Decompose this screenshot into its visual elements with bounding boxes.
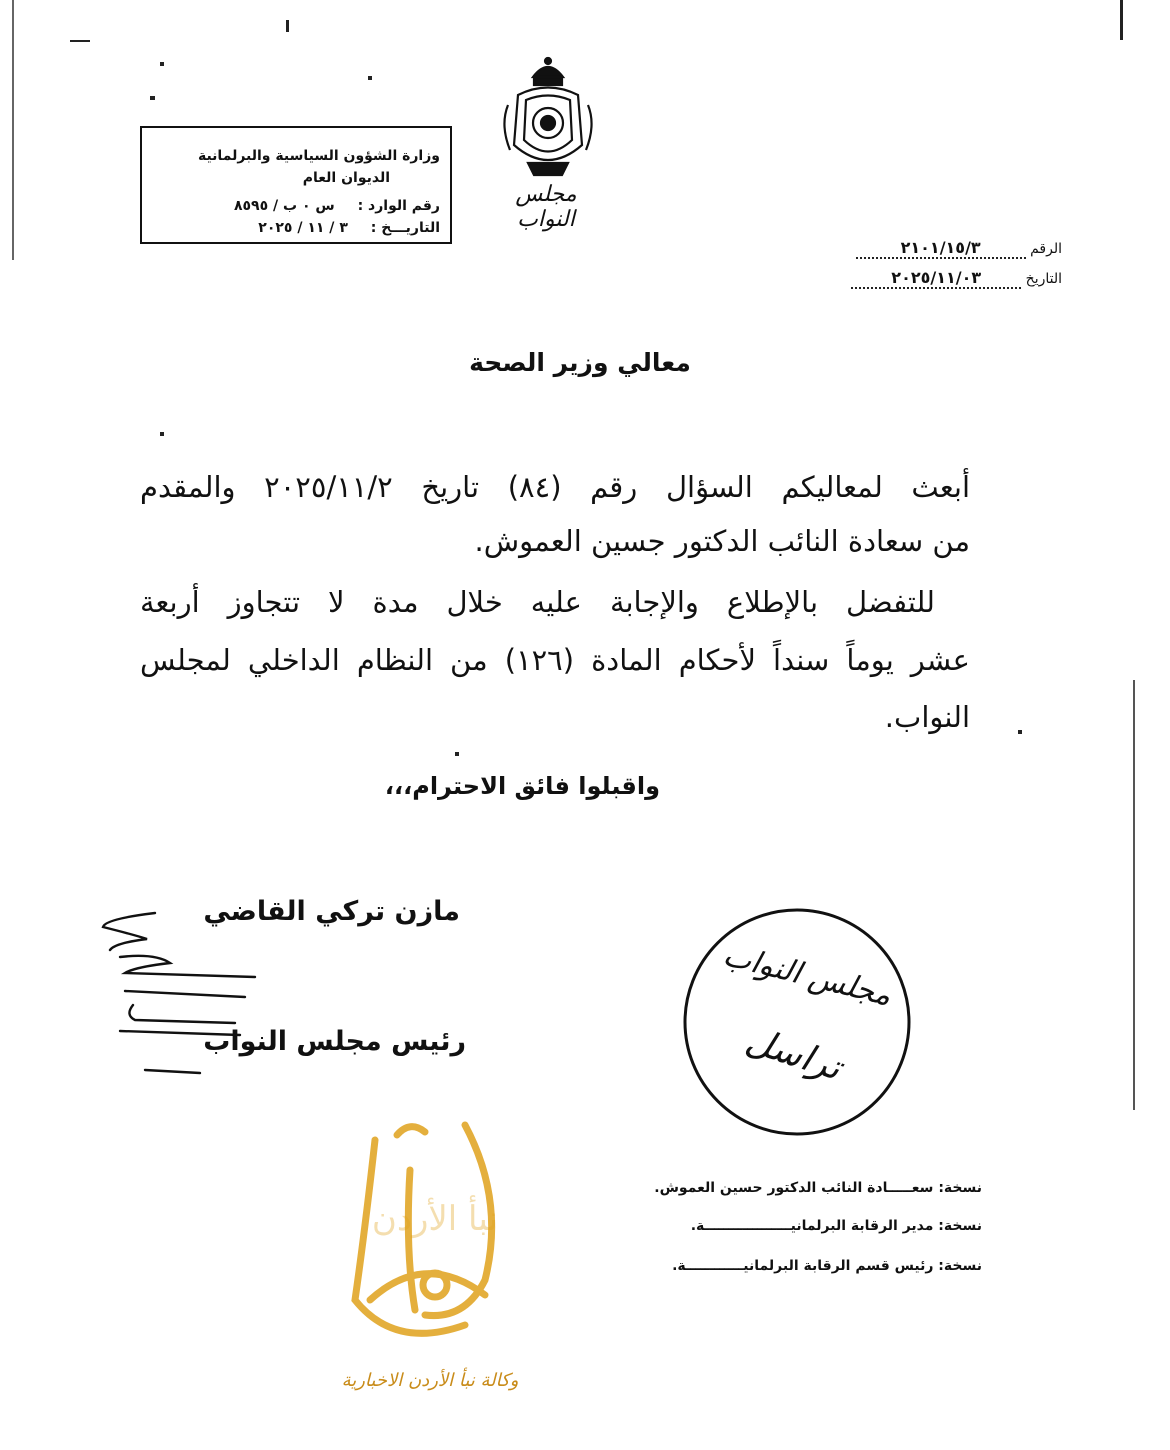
council-signature-logo: مجلس النواب [515, 182, 577, 232]
scan-speck [368, 76, 372, 80]
incoming-number-row [234, 198, 440, 214]
received-date-label: التاريـــخ : [370, 220, 440, 236]
scan-speck [1018, 730, 1022, 734]
incoming-number-label: رقم الوارد : [357, 198, 440, 214]
scan-speck [160, 432, 164, 436]
scan-speck [70, 40, 90, 42]
signer-title: رئيس مجلس النواب [203, 1026, 466, 1057]
watermark-monogram: نبأ الأردن [371, 1199, 499, 1239]
copy-line-1: نسخة: سعـــــادة النائب الدكتور حسين العموش. [654, 1180, 982, 1196]
addressee-heading: معالي وزير الصحة [469, 348, 691, 377]
body-line-5: النواب. [884, 700, 970, 734]
signer-name: مازن تركي القاضي [203, 896, 460, 927]
closing-line: واقبلوا فائق الاحترام،،، [384, 772, 660, 800]
date-row [822, 268, 1062, 289]
scan-edge-mark [1133, 680, 1135, 1110]
stamp-bottom-text: تراسل [740, 1019, 847, 1089]
body-line-1: أبعث لمعاليكم السؤال رقم (٨٤) تاريخ ٢٠٢٥/١١/٢ والمقدم [140, 470, 971, 504]
body-line-2: من سعادة النائب الدكتور جسين العموش. [474, 524, 970, 558]
news-agency-watermark [315, 1110, 555, 1355]
reference-label: الرقم [1030, 241, 1062, 257]
date-label: التاريخ [1025, 271, 1062, 287]
reference-value: ٢١٠١/١٥/٣ [856, 238, 1026, 259]
royal-emblem-icon [498, 55, 598, 180]
scan-speck [286, 20, 289, 32]
body-line-4: عشر يوماً سنداً لأحكام المادة (١٢٦) من النظام الداخلي لمجلس [140, 643, 970, 677]
stamp-top-text: مجلس النواب [719, 938, 895, 1014]
scan-edge-mark [1120, 0, 1123, 40]
body-line-3: للتفضل بالإطلاع والإجابة عليه خلال مدة لا تتجاوز أربعة [140, 585, 935, 619]
scan-speck [160, 62, 164, 66]
department-name: الديوان العام [302, 170, 390, 186]
reference-row [822, 238, 1062, 259]
incoming-number-value: س ٠ ب / ٨٥٩٥ [233, 198, 335, 214]
scan-edge-mark [12, 0, 14, 260]
watermark-agency-name: وكالة نبأ الأردن الاخبارية [341, 1370, 519, 1391]
ministry-name: وزارة الشؤون السياسية والبرلمانية [197, 148, 440, 164]
date-value: ٢٠٢٥/١١/٠٣ [851, 268, 1021, 289]
official-round-stamp [680, 905, 915, 1140]
scan-speck [150, 96, 155, 100]
copy-line-2: نسخة: مدير الرقابة البرلمانيــــــــــــــــــة. [690, 1218, 982, 1234]
received-date-value: ٣ / ١١ / ٢٠٢٥ [258, 220, 348, 236]
handwritten-signature [95, 905, 265, 1085]
copy-line-3: نسخة: رئيس قسم الرقابة البرلمانيــــــــــــة. [672, 1258, 982, 1274]
received-stamp-box [140, 126, 452, 244]
scan-speck [455, 752, 459, 756]
received-date-row [258, 220, 440, 236]
